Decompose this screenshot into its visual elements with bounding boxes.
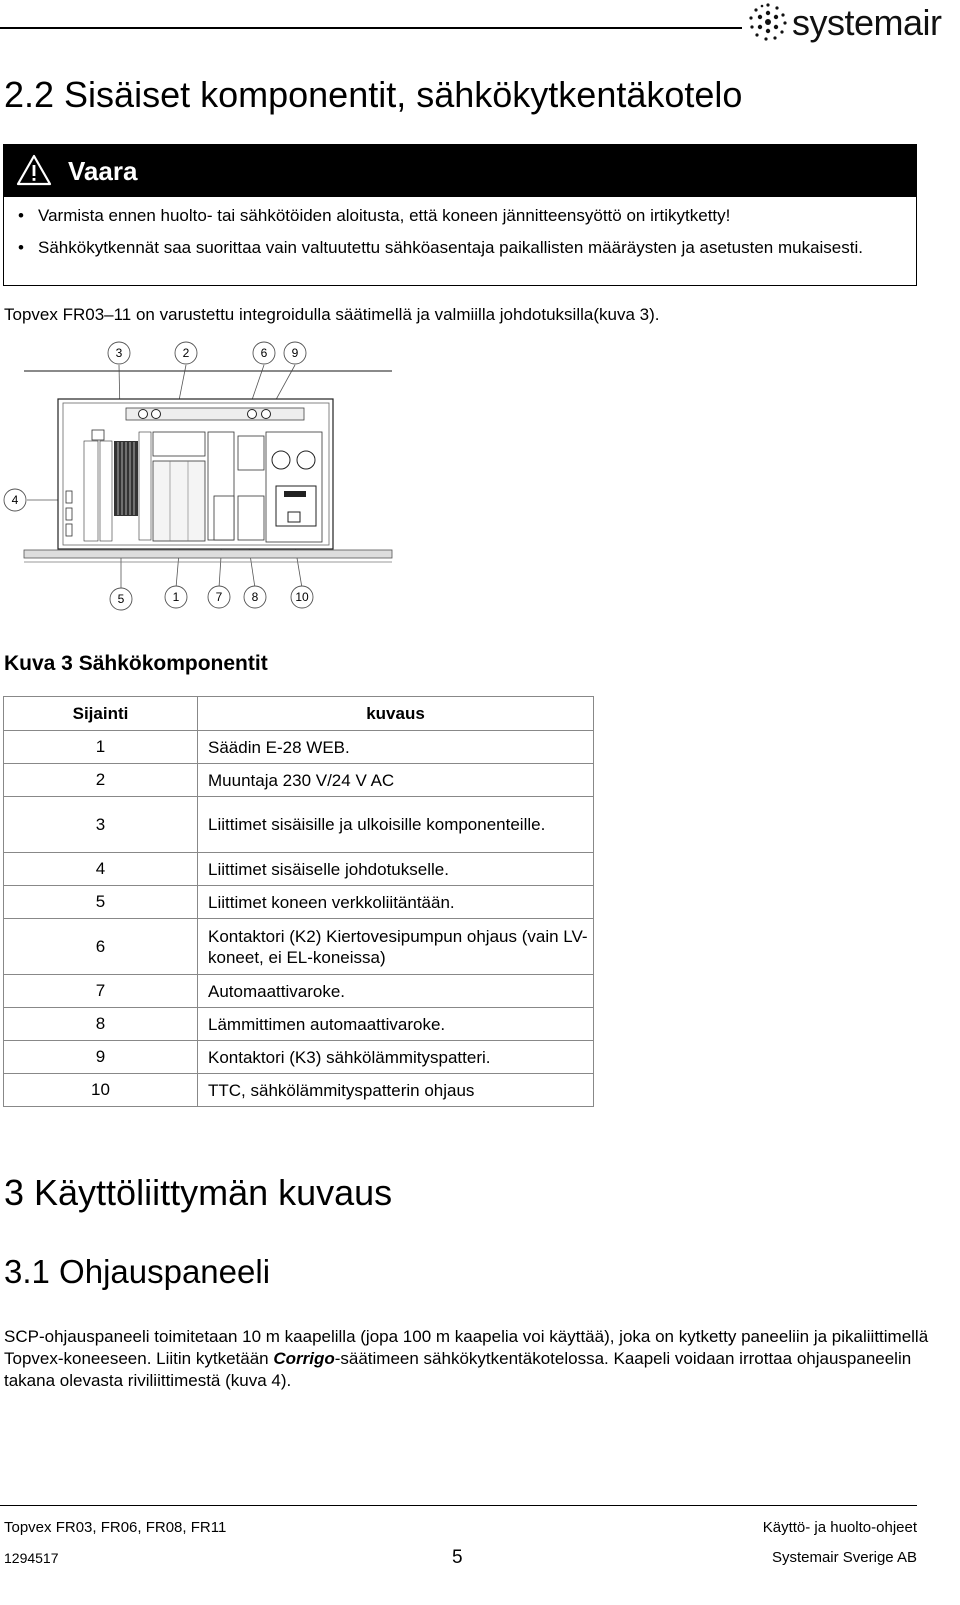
row-description: Kontaktori (K2) Kiertovesipumpun ohjaus (vain LV-koneet, ei EL-koneissa) [198,919,594,975]
table-row [4,731,594,764]
section-heading-3: 3 Käyttöliittymän kuvaus [4,1172,393,1213]
row-position: 7 [4,975,198,1008]
figure-caption: Kuva 3 Sähkökomponentit [4,652,268,675]
brand-logo [748,0,953,44]
components-table [3,696,594,1107]
row-description: TTC, sähkölämmityspatterin ohjaus [198,1074,594,1107]
paragraph-text: -säätimeen sähkökytkentäkotelossa. Kaapeli voidaan irrottaa ohjauspaneelin takana olevasta riviliittimestä (kuva 4). [4,1349,912,1390]
header-rule [0,27,742,29]
table-row [4,1008,594,1041]
callout-2: 2 [182,346,190,360]
row-description: Liittimet sisäiselle johdotukselle. [198,853,594,886]
row-position: 1 [4,731,198,764]
danger-notice-header [4,145,916,197]
callout-1: 1 [172,590,180,604]
callout-8: 8 [251,590,259,604]
footer-product: Topvex FR03, FR06, FR08, FR11 [4,1519,227,1536]
callout-10: 10 [295,590,309,604]
control-panel-paragraph [4,1326,934,1392]
table-row [4,764,594,797]
danger-item-text: Sähkökytkennät saa suorittaa vain valtuutettu sähköasentaja paikallisten määräysten ja asetusten mukaisesti. [38,238,863,257]
table-row [4,919,594,975]
danger-item-text: Varmista ennen huolto- tai sähkötöiden aloitusta, että koneen jännitteensyöttö on irtikytketty! [38,206,731,225]
row-description: Liittimet koneen verkkoliitäntään. [198,886,594,919]
column-header-position: Sijainti [4,697,198,731]
table-row [4,975,594,1008]
section-heading-3-1: 3.1 Ohjauspaneeli [4,1253,271,1290]
row-position: 9 [4,1041,198,1074]
table-row [4,1041,594,1074]
table-row [4,853,594,886]
callout-5: 5 [117,592,125,606]
danger-notice: Vaara • Varmista ennen huolto- tai sähkötöiden aloitusta, että koneen jännitteensyöttö on irtikytketty! • Sähkökytkennät saa suorittaa vain valtuutettu sähköasentaja paikallisten määräysten ja asetusten mukaisesti. [3,144,917,286]
footer-doc-type: Käyttö- ja huolto-ohjeet [762,1519,917,1536]
electrical-box-diagram [0,336,400,616]
row-description: Lämmittimen automaattivaroke. [198,1008,594,1041]
callout-6: 6 [260,346,268,360]
brand-wordmark: systemair [792,2,942,43]
callout-7: 7 [215,590,223,604]
row-position: 3 [4,797,198,853]
row-position: 8 [4,1008,198,1041]
row-description: Säädin E-28 WEB. [198,731,594,764]
intro-paragraph: Topvex FR03–11 on varustettu integroidulla säätimellä ja valmiilla johdotuksilla(kuva 3). [4,305,660,324]
row-position: 2 [4,764,198,797]
column-header-description: kuvaus [198,697,594,731]
footer-doc-number: 1294517 [4,1550,59,1566]
row-position: 10 [4,1074,198,1107]
paragraph-text: SCP-ohjauspaneeli toimitetaan 10 m kaapelilla (jopa 100 m kaapelia voi käyttää), joka on kytketty paneeliin ja pikaliittimellä Topvex-koneeseen. Liitin kytketään [4,1327,929,1368]
table-header-row [4,697,594,731]
callout-3: 3 [115,346,123,360]
row-description: Kontaktori (K3) sähkölämmityspatteri. [198,1041,594,1074]
danger-notice-title: Vaara [68,156,138,186]
row-description: Liittimet sisäisille ja ulkoisille komponenteille. [198,797,594,853]
callout-4: 4 [11,493,19,507]
table-row [4,1074,594,1107]
row-position: 6 [4,919,198,975]
systemair-logo-dots-icon [748,2,788,42]
product-name-emphasis: Corrigo [273,1349,335,1368]
row-description: Muuntaja 230 V/24 V AC [198,764,594,797]
row-position: 5 [4,886,198,919]
footer-rule [0,1505,917,1506]
callout-9: 9 [291,346,299,360]
warning-triangle-icon [16,153,52,187]
row-description: Automaattivaroke. [198,975,594,1008]
table-row [4,886,594,919]
footer-company: Systemair Sverige AB [771,1549,917,1566]
page-number: 5 [452,1547,463,1568]
section-heading-2-2: 2.2 Sisäiset komponentit, sähkökytkentäkotelo [4,74,743,115]
table-row [4,797,594,853]
row-position: 4 [4,853,198,886]
